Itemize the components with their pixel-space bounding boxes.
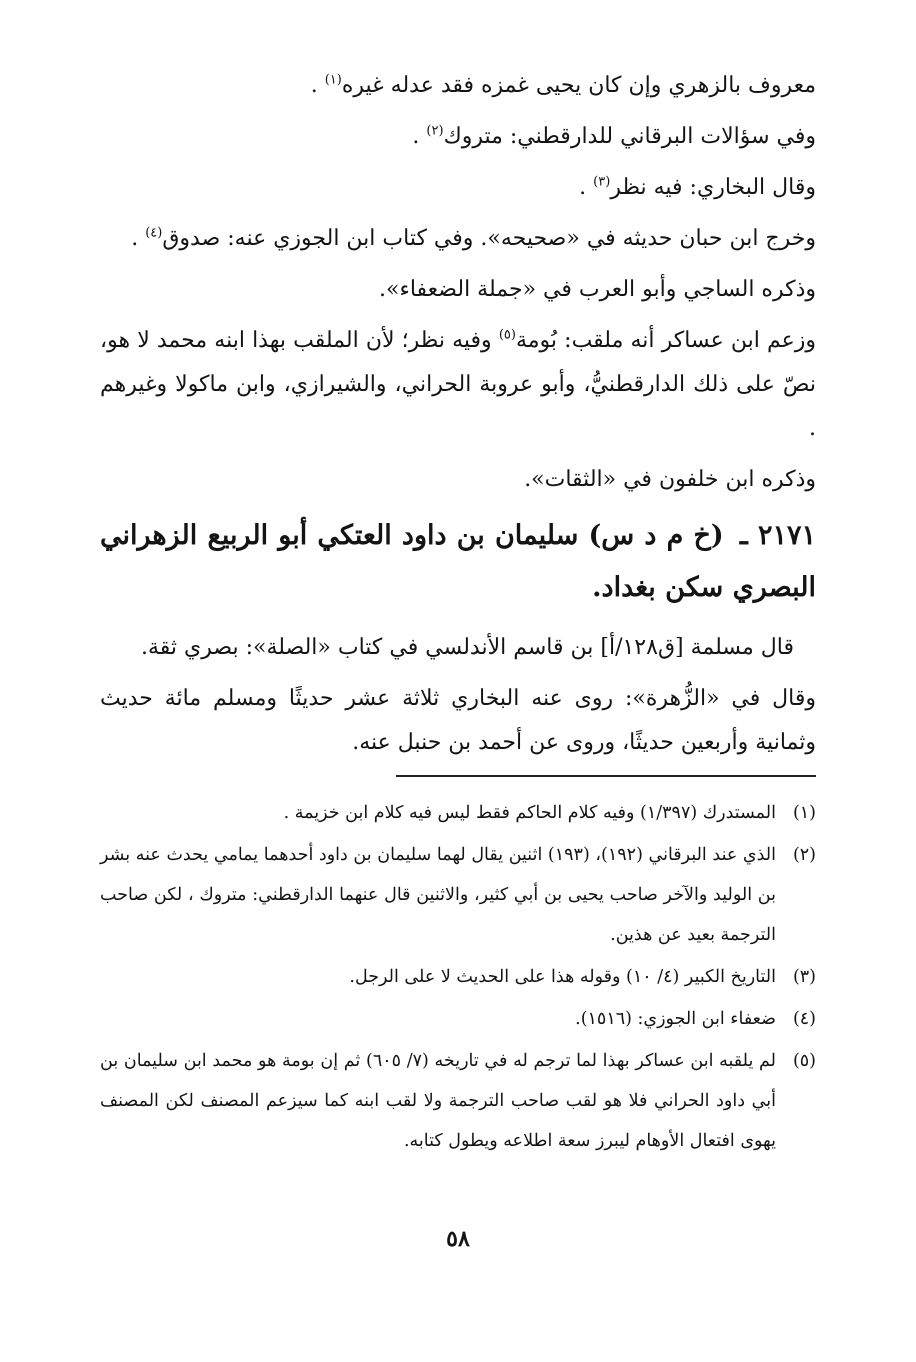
paragraph-5: وذكره الساجي وأبو العرب في «جملة الضعفاء». bbox=[379, 277, 816, 302]
entry-title: (خ م د س) سليمان بن داود العتكي أبو الربيع الزهراني البصري سكن بغداد. bbox=[100, 520, 816, 603]
paragraph-6: وزعم ابن عساكر أنه ملقب: بُومة$^{(٥)}$ وفيه نظر؛ لأن الملقب بهذا ابنه محمد لا هو، نصّ على ذلك الدارقطنيُّ، وأبو عروبة الحراني، والشيرازي، وابن ماكولا وغيرهم . bbox=[100, 327, 817, 441]
footnote-ref-4[interactable]: (٤) bbox=[145, 225, 163, 241]
footnote-1 bbox=[100, 793, 816, 833]
footnote-text: الذي عند البرقاني (١٩٢)، (١٩٣) اثنين يقال لهما سليمان بن داود أحدهما يمامي يحدث عنه بشر بن الوليد والآخر صاحب يحيى بن أبي كثير، والاثنين قال عنهما الدارقطني: متروك ، لكن صاحب الترجمة بعيد عن هذين. bbox=[100, 845, 776, 945]
footnotes bbox=[100, 793, 816, 1161]
document-page bbox=[100, 64, 816, 1163]
main-text bbox=[100, 64, 816, 502]
footnote-ref-3[interactable]: (٣) bbox=[593, 174, 611, 190]
footnote-5 bbox=[100, 1041, 816, 1161]
entry-body bbox=[100, 626, 816, 765]
footnote-text: ضعفاء ابن الجوزي: (١٥١٦). bbox=[575, 1009, 776, 1029]
footnote-2 bbox=[100, 835, 816, 955]
footnote-3 bbox=[100, 957, 816, 997]
footnote-number: (٤) bbox=[792, 1009, 816, 1029]
entry-heading bbox=[100, 510, 816, 614]
footnote-number: (١) bbox=[792, 803, 816, 823]
footnote-divider bbox=[396, 775, 816, 777]
footnote-ref-2[interactable]: (٢) bbox=[426, 123, 444, 139]
entry-number: ٢١٧١ ـ bbox=[739, 520, 816, 551]
page-number: ٥٨ bbox=[446, 1226, 470, 1252]
footnote-number: (٣) bbox=[792, 967, 816, 987]
footnote-text: المستدرك (١/٣٩٧) وفيه كلام الحاكم فقط ليس فيه كلام ابن خزيمة . bbox=[283, 803, 776, 823]
paragraph-4: وخرج ابن حبان حديثه في «صحيحه». وفي كتاب ابن الجوزي عنه: صدوق$^{(٤)}$ . bbox=[131, 225, 816, 251]
footnote-ref-5[interactable]: (٥) bbox=[498, 327, 516, 343]
footnote-number: (٢) bbox=[792, 845, 816, 865]
paragraph-3: وقال البخاري: فيه نظر$^{(٣)}$ . bbox=[579, 174, 816, 200]
footnote-ref-1[interactable]: (١) bbox=[324, 72, 342, 88]
paragraph-1: معروف بالزهري وإن كان يحيى غمزه فقد عدله غيره$^{(١)}$ . bbox=[310, 72, 816, 98]
footnote-4 bbox=[100, 999, 816, 1039]
entry-paragraph-1: قال مسلمة [ق١٢٨/أ] بن قاسم الأندلسي في كتاب «الصلة»: بصري ثقة. bbox=[140, 635, 794, 660]
footnote-text: لم يلقبه ابن عساكر بهذا لما ترجم له في تاريخه (٧/ ٦٠٥) ثم إن بومة هو محمد ابن سليمان بن أبي داود الحراني فلا هو لقب صاحب الترجمة ولا لقب ابنه كما سيزعم المصنف لكن المصنف يهوى افتعال الأوهام ليبرز سعة اطلاعه ويطول كتابه. bbox=[100, 1051, 776, 1151]
paragraph-2: وفي سؤالات البرقاني للدارقطني: متروك$^{(٢)}$ . bbox=[412, 123, 816, 149]
footnote-number: (٥) bbox=[792, 1051, 816, 1071]
footnote-text: التاريخ الكبير (٤/ ١٠) وقوله هذا على الحديث لا على الرجل. bbox=[349, 967, 776, 987]
entry-paragraph-2: وقال في «الزُّهرة»: روى عنه البخاري ثلاثة عشر حديثًا ومسلم مائة حديث وثمانية وأربعين حديثًا، وروى عن أحمد بن حنبل عنه. bbox=[100, 686, 816, 755]
paragraph-7: وذكره ابن خلفون في «الثقات». bbox=[524, 467, 816, 492]
